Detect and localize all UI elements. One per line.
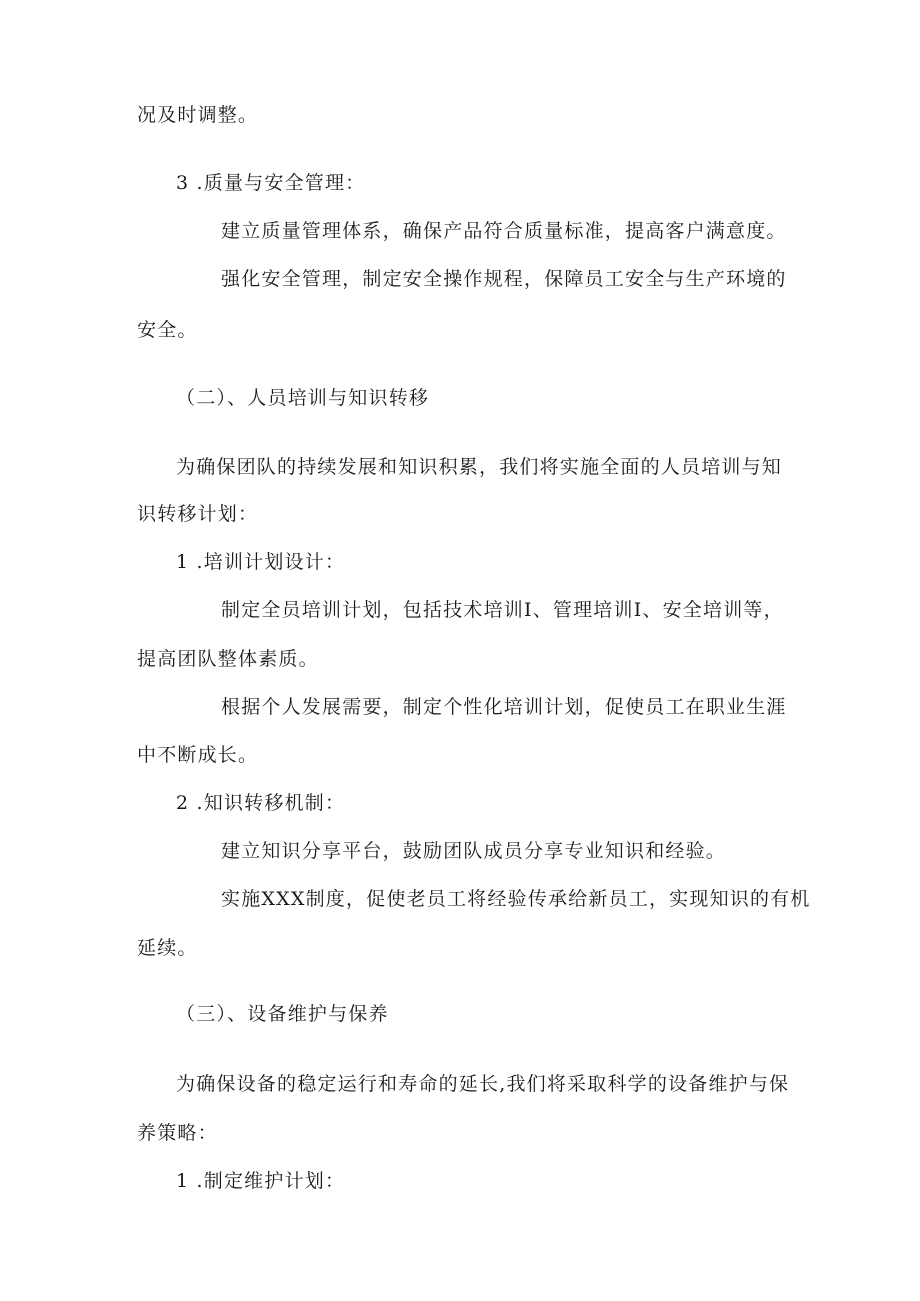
paragraph-line: 根据个人发展需要，制定个性化培训计划，促使员工在职业生涯 [221,696,787,718]
paragraph-line: 实施XXX制度，促使老员工将经验传承给新员工，实现知识的有机 [221,888,811,910]
paragraph-line: 养策略： [137,1122,218,1144]
paragraph-line: 延续。 [137,937,198,959]
section-heading: （三）、设备维护与保养 [176,1003,389,1025]
numbered-heading: 1 .制定维护计划： [176,1170,346,1192]
numbered-heading: 2 .知识转移机制： [176,792,346,814]
paragraph-line: 提高团队整体素质。 [137,648,319,670]
numbered-heading: 1 .培训计划设计： [176,551,346,573]
paragraph-line: 制定全员培训计划，包括技术培训I、管理培训I、安全培训等， [221,599,784,621]
paragraph-line: 安全。 [137,319,198,341]
paragraph-line: 为确保团队的持续发展和知识积累，我们将实施全面的人员培训与知 [176,456,783,478]
paragraph-line: 为确保设备的稳定运行和寿命的延长,我们将采取科学的设备维护与保 [176,1073,790,1095]
paragraph-line: 强化安全管理，制定安全操作规程，保障员工安全与生产环境的 [221,268,787,290]
paragraph-line: 中不断成长。 [137,744,259,766]
paragraph-line: 识转移计划： [137,503,259,525]
section-heading: （二）、人员培训与知识转移 [176,387,430,409]
paragraph-continuation: 况及时调整。 [137,104,259,126]
numbered-heading: 3 .质量与安全管理： [176,172,366,194]
paragraph-line: 建立质量管理体系，确保产品符合质量标准，提高客户满意度。 [221,220,787,242]
paragraph-line: 建立知识分享平台，鼓励团队成员分享专业知识和经验。 [221,840,727,862]
